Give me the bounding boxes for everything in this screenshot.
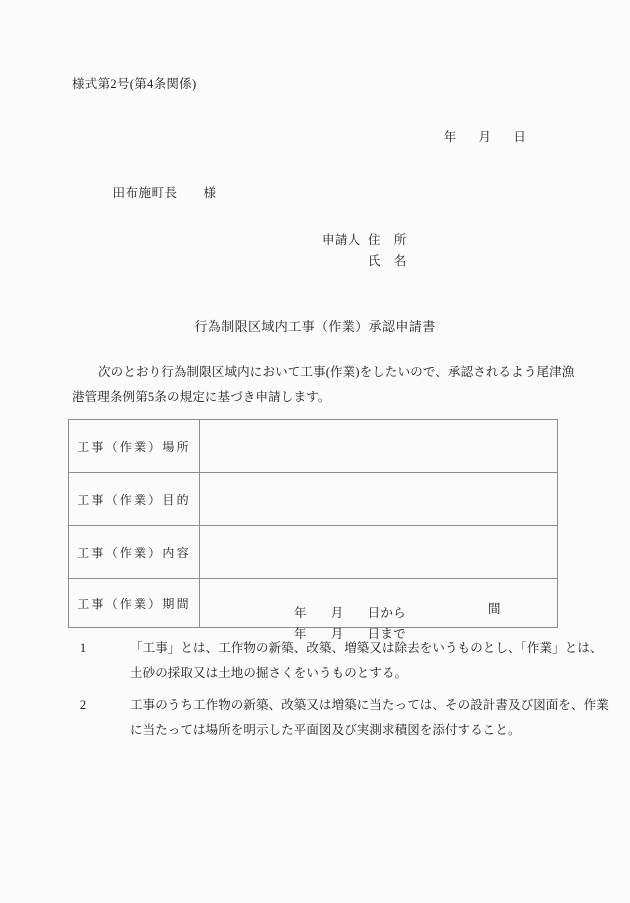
footnote-1-line-2 (72, 661, 568, 686)
footnote-2-line-2 (72, 718, 568, 743)
body-line-1-text: 次のとおり行為制限区域内において工事(作業)をしたいので、承認されるよう尾津漁 (98, 365, 575, 379)
applicant-name-label: 氏 名 (368, 254, 407, 268)
period-to-day: 日まで (367, 627, 406, 641)
footnote-2-line-1 (72, 693, 609, 718)
footnote-1 (72, 636, 603, 686)
date-year-label: 年 (443, 129, 457, 144)
page-title: 行為制限区域内工事（作業）承認申請書 (194, 319, 436, 334)
body-paragraph (72, 360, 575, 410)
row-label-purpose: 工事（作業）目的 (69, 473, 200, 526)
period-from-year: 年 (293, 606, 307, 620)
body-line-2: 港管理条例第5条の規定に基づき申請します。 (72, 390, 331, 404)
date-month-label: 月 (478, 129, 492, 144)
table-row-period (69, 579, 558, 628)
date-line (430, 118, 526, 156)
footnote-2-text-1: 工事のうち工作物の新築、改築又は増築に当たっては、その設計書及び図面を、作業 (130, 698, 609, 712)
addressee (98, 174, 217, 212)
footnotes (72, 636, 609, 750)
applicant-label-spacer (322, 251, 368, 272)
applicant-address-label: 住 所 (368, 233, 407, 247)
table-row (69, 526, 558, 579)
row-label-period: 工事（作業）期間 (69, 579, 200, 628)
period-duration-unit: 間 (488, 602, 501, 616)
addressee-honorific: 様 (203, 185, 217, 200)
period-from-month: 月 (330, 606, 344, 620)
applicant-block (322, 230, 407, 272)
body-line-1 (72, 360, 575, 385)
footnote-2-number: 2 (79, 698, 87, 712)
application-table (68, 419, 558, 641)
date-day-label: 日 (513, 129, 527, 144)
footnote-1-number: 1 (79, 641, 87, 655)
footnote-2 (72, 693, 609, 743)
period-from-day: 日から (367, 606, 406, 620)
table-row (69, 473, 558, 526)
row-label-content: 工事（作業）内容 (69, 526, 200, 579)
applicant-name-row (322, 251, 407, 272)
row-value-location[interactable] (200, 420, 558, 473)
footnote-1-line-1 (72, 636, 603, 661)
addressee-name: 田布施町長 (112, 185, 178, 200)
period-fields (200, 579, 557, 641)
row-label-location: 工事（作業）場所 (69, 420, 200, 473)
row-value-period[interactable] (200, 579, 558, 641)
footnote-2-text-2: に当たっては場所を明示した平面図及び実測求積図を添付すること。 (130, 723, 521, 737)
applicant-address-row (322, 230, 407, 251)
footnote-1-text-1: 「工事」とは、工作物の新築、改築、増築又は除去をいうものとし、「作業」とは、 (130, 641, 603, 655)
period-to-month: 月 (330, 627, 344, 641)
row-value-content[interactable] (200, 526, 558, 579)
row-value-purpose[interactable] (200, 473, 558, 526)
footnote-1-text-2: 土砂の採取又は土地の掘さくをいうものとする。 (130, 666, 408, 680)
period-to-year: 年 (293, 627, 307, 641)
form-code: 様式第2号(第4条関係) (72, 77, 197, 91)
table-row (69, 420, 558, 473)
applicant-label: 申請人 (322, 233, 361, 247)
